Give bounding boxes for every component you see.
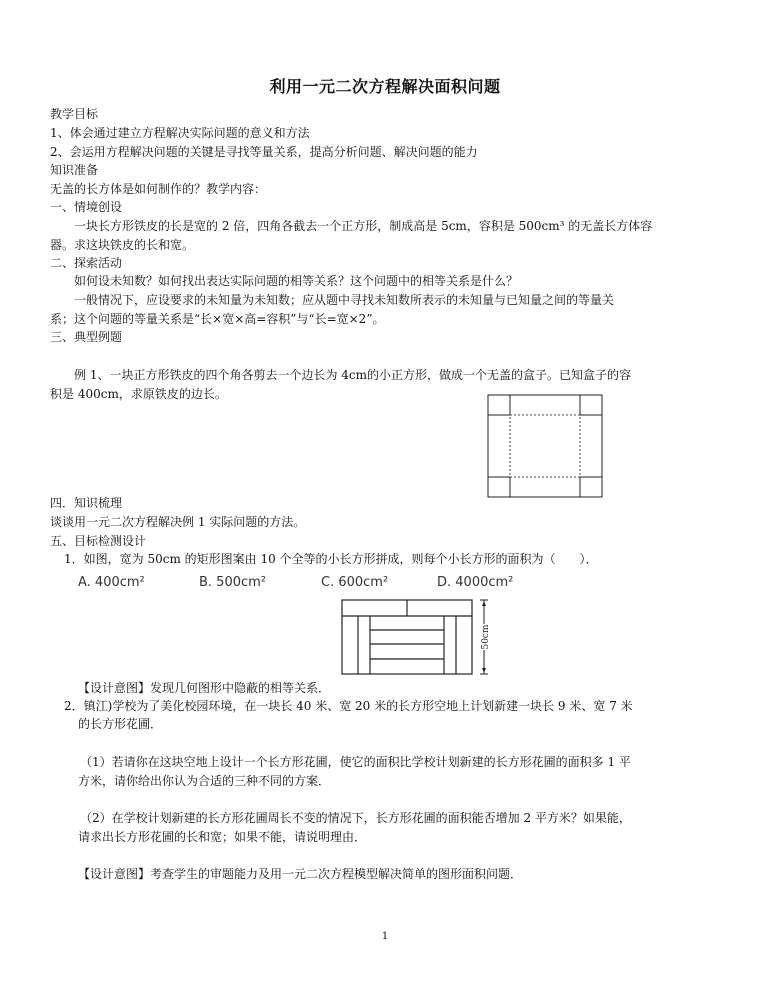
- design-intent-2: 【设计意图】考查学生的审题能力及用一元二次方程模型解决简单的图形面积问题．: [78, 867, 523, 881]
- exploration-question: 如何设未知数？如何找出表达实际问题的相等关系？这个问题中的相等关系是什么？: [74, 274, 519, 288]
- page-number: 1: [381, 931, 389, 942]
- page-title: 利用一元二次方程解决面积问题: [269, 77, 501, 96]
- scenario-text-line-1: 一块长方形铁皮的长是宽的 2 倍，四角各截去一个正方形，制成高是 5cm，容积是 500cm³ 的无盖长方体容: [74, 219, 653, 233]
- option-c: C. 600cm²: [321, 575, 389, 590]
- summary-text: 谈谈用一元二次方程解决例 1 实际问题的方法。: [50, 515, 306, 529]
- design-intent-1: 【设计意图】发现几何图形中隐蔽的相等关系．: [78, 681, 331, 695]
- option-a: A. 400cm²: [78, 575, 145, 590]
- question-2-line-2: 的长方形花圃．: [78, 717, 163, 731]
- section-heading-summary: 四．知识梳理: [50, 496, 123, 510]
- figure-height-label: 50cm: [481, 624, 491, 650]
- question-1: 1．如图，宽为 50cm 的矩形图案由 10 个全等的小长方形拼成，则每个小长方形的面积为（ ）．: [64, 552, 598, 566]
- section-heading-exploration: 二、探索活动: [50, 256, 123, 270]
- section-heading-examples: 三、典型例题: [50, 330, 123, 344]
- rectangle-pattern-figure: [338, 596, 498, 678]
- scenario-text-line-2: 器。求这块铁皮的长和宽。: [50, 238, 195, 252]
- goal-item-1: 1、体会通过建立方程解决实际问题的意义和方法: [50, 126, 310, 140]
- exploration-text-line-1: 一般情况下，应设要求的未知量为未知数；应从题中寻找未知数所表示的未知量与已知量之间的等量关: [74, 293, 615, 307]
- example-1-line-2: 积是 400cm，求原铁皮的边长。: [50, 387, 227, 401]
- option-b: B. 500cm²: [199, 575, 267, 590]
- goal-item-2: 2、会运用方程解决问题的关键是寻找等量关系，提高分析问题、解决问题的能力: [50, 145, 478, 159]
- question-2-part-2-line-1: （2）在学校计划新建的长方形花圃周长不变的情况下，长方形花圃的面积能否增加 2 平方米？如果能，: [80, 811, 631, 825]
- example-1-line-1: 例 1、一块正方形铁皮的四个角各剪去一个边长为 4cm的小正方形，做成一个无盖的盒子。已知盒子的容: [74, 368, 632, 382]
- box-net-figure: [486, 393, 604, 499]
- section-heading-assessment: 五、目标检测设计: [50, 534, 147, 548]
- question-2-part-1-line-2: 方米，请你给出你认为合适的三种不同的方案．: [78, 774, 331, 788]
- question-2-line-1: 2．镇江)学校为了美化校园环境，在一块长 40 米、宽 20 米的长方形空地上计划新建一块长 9 米、宽 7 米: [64, 699, 633, 713]
- question-2-part-1-line-1: （1）若请你在这块空地上设计一个长方形花圃，使它的面积比学校计划新建的长方形花圃的面积多 1 平: [80, 755, 631, 769]
- section-heading-teaching-goals: 教学目标: [50, 107, 99, 121]
- exploration-text-line-2: 系；这个问题的等量关系是“长×宽×高=容积”与“长=宽×2”。: [50, 312, 385, 326]
- prep-question: 无盖的长方体是如何制作的？教学内容：: [50, 182, 267, 196]
- section-heading-knowledge-prep: 知识准备: [50, 163, 99, 177]
- section-heading-scenario: 一、情境创设: [50, 200, 123, 214]
- option-d: D. 4000cm²: [437, 575, 514, 590]
- question-2-part-2-line-2: 请求出长方形花圃的长和宽；如果不能，请说明理由．: [78, 830, 367, 844]
